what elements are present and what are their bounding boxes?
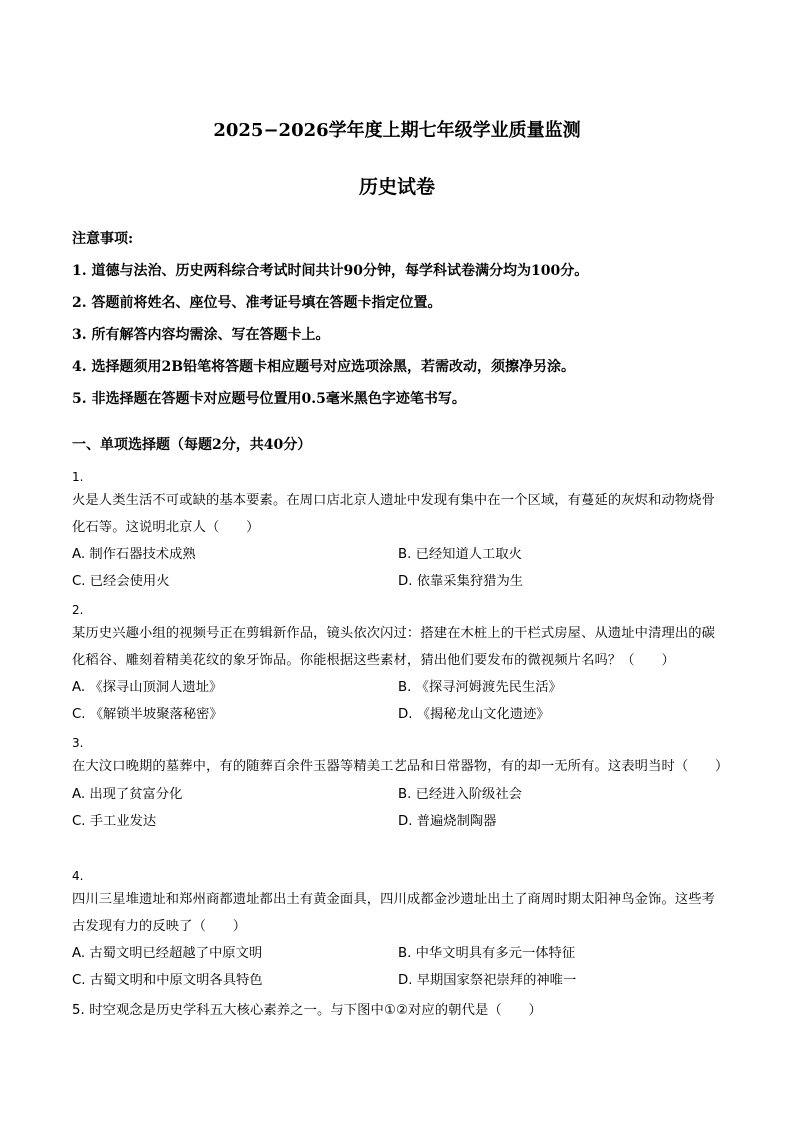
exam-title: 2025−2026学年度上期七年级学业质量监测 [213, 120, 581, 141]
notice-heading: 注意事项: [72, 231, 134, 247]
notice-item: 5. 非选择题在答题卡对应题号位置用0.5毫米黑色字迹笔书写。 [72, 391, 466, 407]
notice-item: 4. 选择题须用2B铅笔将答题卡相应题号对应选项涂黑，若需改动，须擦净另涂。 [72, 359, 576, 375]
question [72, 998, 724, 1025]
option-b: B. 已经进入阶级社会 [398, 786, 522, 802]
section-heading: 一、单项选择题（每题2分，共40分） [72, 437, 312, 453]
notice-item: 2. 答题前将姓名、座位号、准考证号填在答题卡指定位置。 [72, 295, 442, 311]
option-d: D. 早期国家祭祀崇拜的神唯一 [398, 973, 577, 988]
option-d: D. 《揭秘龙山文化遗迹》 [398, 707, 550, 722]
question [72, 466, 724, 595]
question-stem: 在大汶口晚期的墓葬中，有的随葬百余件玉器等精美工艺品和日常器物，有的却一无所有。这表明当时（ ） [72, 759, 729, 774]
question-stem: 火是人类生活不可或缺的基本要素。在周口店北京人遗址中发现有集中在一个区域，有蔓延的灰烬和动物烧骨化石等。这说明北京人（ ） [72, 493, 716, 535]
question-number: 4. [72, 869, 84, 883]
option-a: A. 《探寻山顶洞人遗址》 [72, 680, 223, 695]
option-d: D. 依靠采集狩猎为生 [398, 574, 524, 589]
option-grid [72, 541, 724, 595]
notice-item: 1. 道德与法治、历史两科综合考试时间共计90分钟，每学科试卷满分均为100分。 [72, 263, 589, 279]
option-a: A. 制作石器技术成熟 [72, 547, 196, 562]
question-number: 3. [72, 736, 84, 750]
exam-subtitle: 历史试卷 [358, 176, 435, 198]
option-grid [72, 781, 724, 835]
question-number: 2. [72, 603, 84, 617]
question-number: 1. [72, 470, 84, 484]
option-a: A. 古蜀文明已经超越了中原文明 [72, 946, 263, 961]
option-d: D. 普遍烧制陶器 [398, 813, 497, 829]
option-c: C. 《解锁半坡聚落秘密》 [72, 707, 223, 722]
question-stem: 四川三星堆遗址和郑州商都遗址都出土有黄金面具，四川成都金沙遗址出土了商周时期太阳神鸟金饰。这些考古发现有力的反映了（ ） [72, 892, 716, 934]
option-c: C. 已经会使用火 [72, 574, 170, 589]
option-a: A. 出现了贫富分化 [72, 786, 183, 802]
option-grid [72, 674, 724, 728]
question [72, 732, 729, 835]
option-grid [72, 940, 724, 994]
option-b: B. 已经知道人工取火 [398, 547, 522, 562]
question [72, 599, 724, 728]
notice-list [72, 258, 732, 418]
option-b: B. 中华文明具有多元一体特征 [398, 946, 576, 961]
question-stem: 5. 时空观念是历史学科五大核心素养之一。与下图中①②对应的朝代是（ ） [72, 1003, 542, 1018]
option-c: C. 手工业发达 [72, 813, 157, 829]
option-c: C. 古蜀文明和中原文明各具特色 [72, 973, 263, 988]
question-stem: 某历史兴趣小组的视频号正在剪辑新作品，镜头依次闪过：搭建在木桩上的干栏式房屋、从遗址中清理出的碳化稻谷、雕刻着精美花纹的象牙饰品。你能根据这些素材，猜出他们要发布的微视频片名吗？（ ） [72, 626, 716, 668]
notice-item: 3. 所有解答内容均需涂、写在答题卡上。 [72, 327, 330, 343]
option-b: B. 《探寻河姆渡先民生活》 [398, 680, 562, 695]
question [72, 865, 724, 994]
